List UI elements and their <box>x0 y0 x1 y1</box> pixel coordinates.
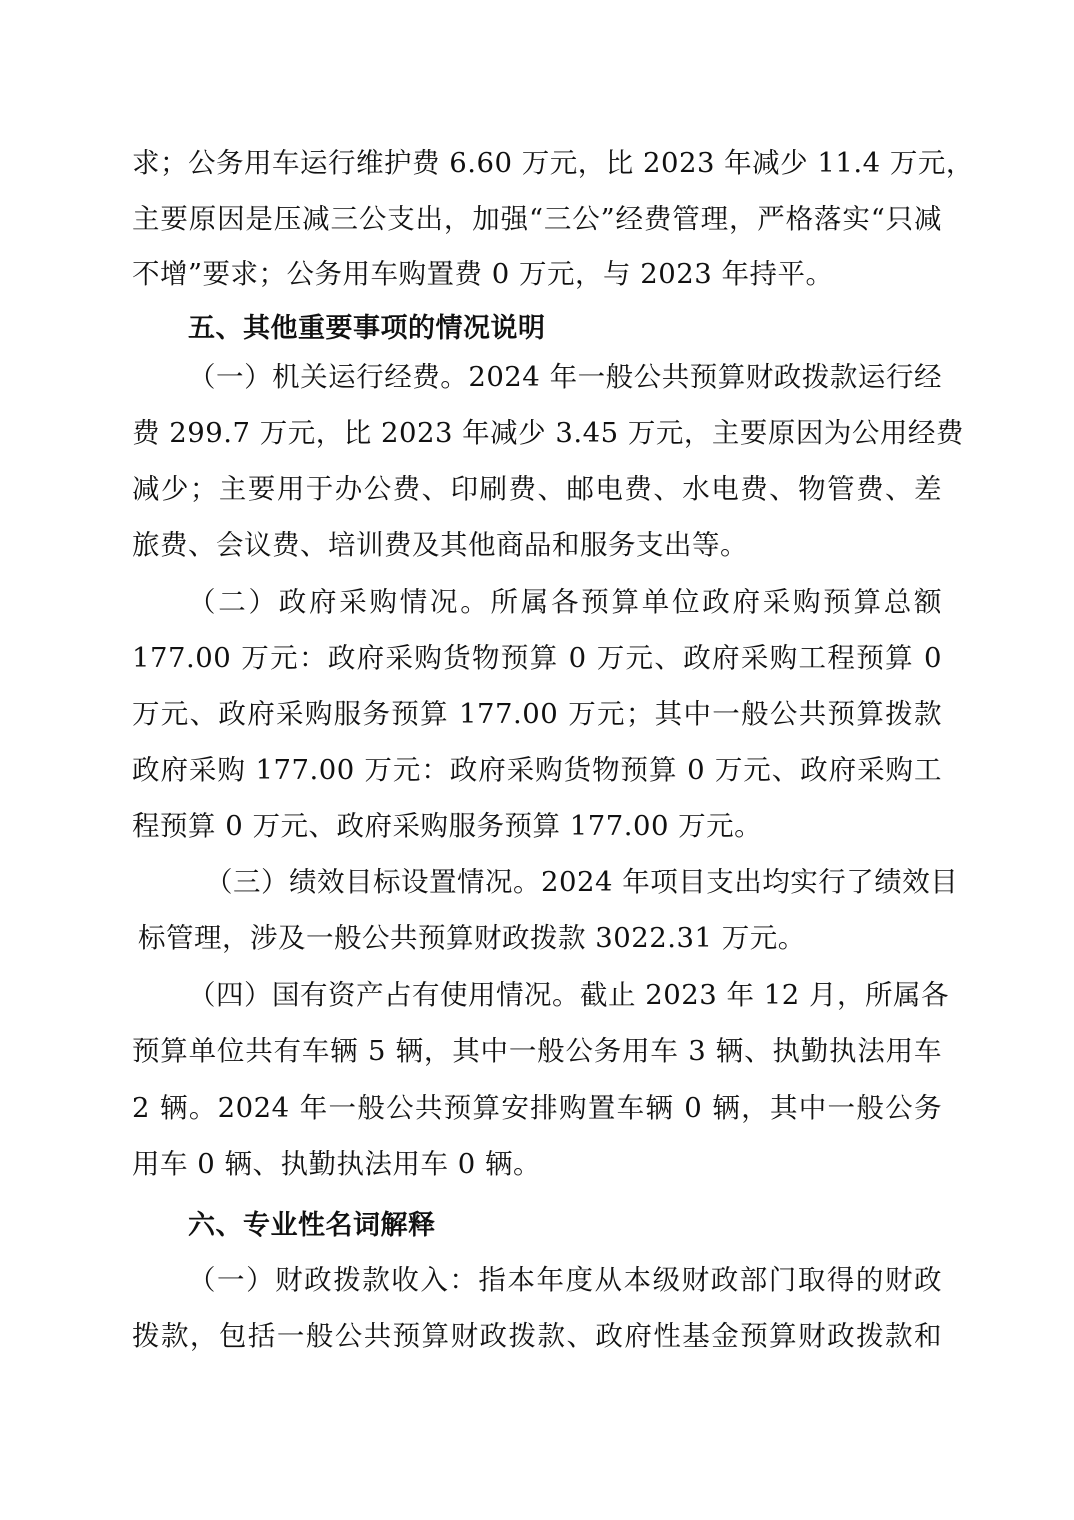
paragraph-line: 2 辆。2024 年一般公共预算安排购置车辆 0 辆，其中一般公务 <box>132 1092 942 1124</box>
paragraph-line: 主要原因是压减三公支出，加强“三公”经费管理，严格落实“只减 <box>132 203 942 235</box>
paragraph-line: 程预算 0 万元、政府采购服务预算 177.00 万元。 <box>132 810 763 842</box>
paragraph-line: 预算单位共有车辆 5 辆，其中一般公务用车 3 辆、执勤执法用车 <box>132 1035 942 1067</box>
paragraph-line: 求；公务用车运行维护费 6.60 万元，比 2023 年减少 11.4 万元， <box>132 147 974 179</box>
paragraph-line: 标管理，涉及一般公共预算财政拨款 3022.31 万元。 <box>138 922 806 954</box>
section-heading-5: 五、其他重要事项的情况说明 <box>188 313 546 344</box>
paragraph-line: 拨款，包括一般公共预算财政拨款、政府性基金预算财政拨款和 <box>132 1320 942 1352</box>
section-heading-6: 六、专业性名词解释 <box>188 1210 436 1241</box>
paragraph-line: （三）绩效目标设置情况。2024 年项目支出均实行了绩效目 <box>205 866 959 898</box>
paragraph-line: 费 299.7 万元，比 2023 年减少 3.45 万元，主要原因为公用经费 <box>132 417 964 449</box>
paragraph-line: 万元、政府采购服务预算 177.00 万元；其中一般公共预算拨款 <box>132 698 942 730</box>
paragraph-line: （一）财政拨款收入：指本年度从本级财政部门取得的财政 <box>188 1264 942 1296</box>
paragraph-line: 用车 0 辆、执勤执法用车 0 辆。 <box>132 1148 541 1180</box>
paragraph-line: 旅费、会议费、培训费及其他商品和服务支出等。 <box>132 529 748 561</box>
paragraph-line: 177.00 万元：政府采购货物预算 0 万元、政府采购工程预算 0 <box>132 642 942 674</box>
paragraph-line: （四）国有资产占有使用情况。截止 2023 年 12 月，所属各 <box>188 979 949 1011</box>
paragraph-line: 政府采购 177.00 万元：政府采购货物预算 0 万元、政府采购工 <box>132 754 942 786</box>
paragraph-line: （一）机关运行经费。2024 年一般公共预算财政拨款运行经 <box>188 361 942 393</box>
paragraph-line: （二）政府采购情况。所属各预算单位政府采购预算总额 <box>188 586 942 618</box>
paragraph-line: 减少；主要用于办公费、印刷费、邮电费、水电费、物管费、差 <box>132 473 942 505</box>
paragraph-line: 不增”要求；公务用车购置费 0 万元，与 2023 年持平。 <box>132 258 834 290</box>
